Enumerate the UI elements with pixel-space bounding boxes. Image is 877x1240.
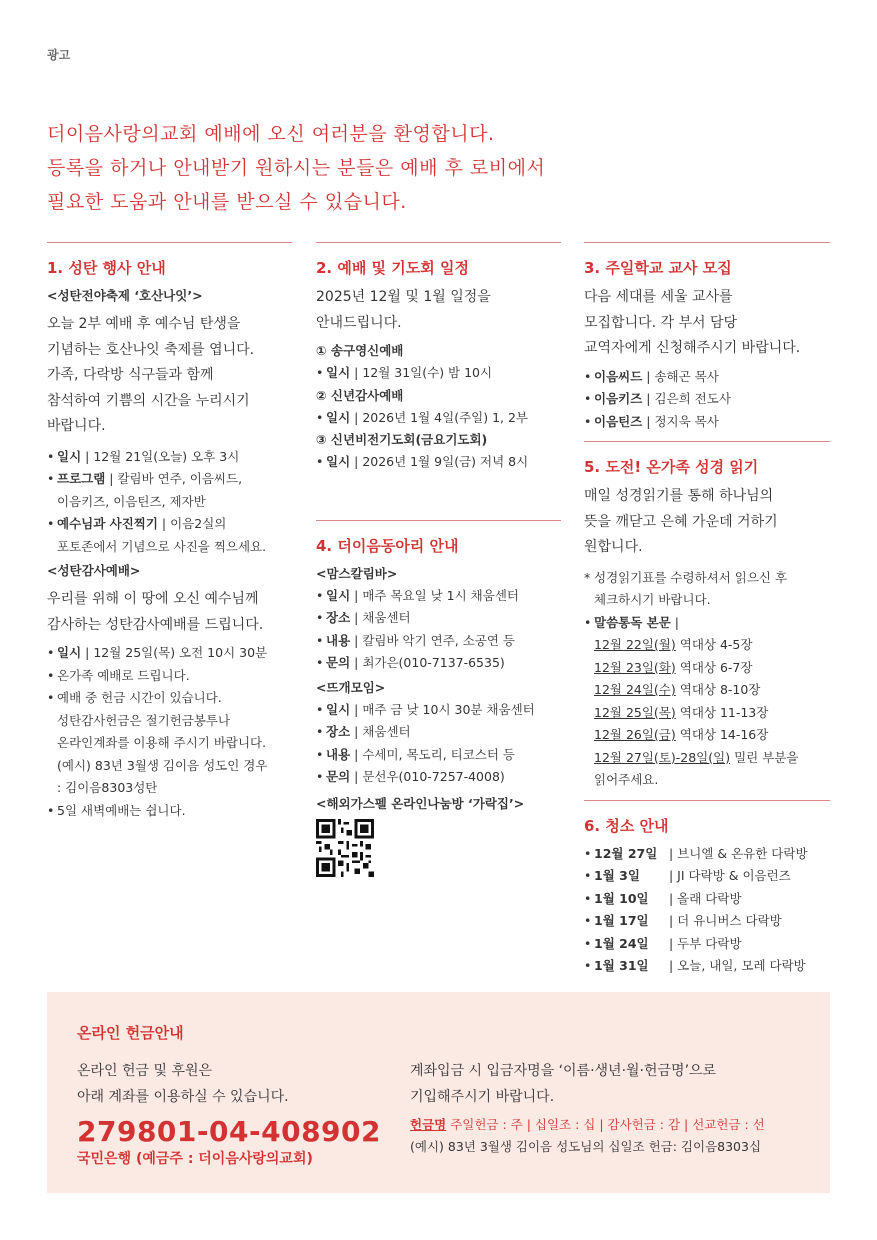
codes-label: 헌금명 — [410, 1117, 447, 1132]
item-text: | 송해곤 목사 — [642, 368, 719, 384]
item-text: | 칼림바 연주, 이음씨드, — [105, 471, 243, 486]
item-text: | 김은희 전도사 — [642, 391, 731, 406]
cleaning-team: | 올래 다락방 — [669, 890, 742, 906]
reading-date: 12월 22일(월) — [594, 637, 676, 652]
note — [584, 567, 830, 612]
cleaning-row — [584, 843, 830, 866]
line: 아래 계좌를 이용하실 수 있습니다. — [77, 1089, 289, 1105]
welcome-line: 더이음사랑의교회 예배에 오신 여러분을 환영합니다. — [47, 123, 495, 145]
item-text: | 정지욱 목사 — [642, 413, 719, 429]
offering-account-info — [77, 1058, 397, 1169]
cleaning-row — [584, 888, 830, 911]
offering-instructions — [410, 1058, 810, 1158]
welcome-line: 필요한 도움과 안내를 받으실 수 있습니다. — [47, 191, 407, 213]
item-label: 이음틴즈 — [594, 413, 643, 429]
list-item — [316, 721, 561, 744]
list-item — [584, 612, 830, 635]
item-label: 장소 — [326, 724, 351, 739]
reading-text: 역대상 4-5장 — [675, 637, 753, 652]
cleaning-date: 1월 17일 — [594, 913, 649, 928]
offering-example: (예시) 83년 3월생 김이음 성도님의 십일조 헌금: 김이음8303십 — [410, 1139, 762, 1154]
line: 모집합니다. 각 부서 담당 — [584, 314, 738, 331]
item-label: 일시 — [326, 587, 351, 603]
cleaning-date: 1월 3일 — [594, 868, 640, 883]
item-text: | 이음2실의 — [157, 516, 227, 531]
cleaning-row — [584, 955, 830, 978]
club-name: <뜨개모임> — [316, 679, 386, 695]
reading-text: 밀린 부분을 — [730, 749, 799, 765]
item-text: | 12월 21일(오늘) 오후 3시 — [81, 448, 240, 464]
list-item: • 5일 새벽예배는 쉽니다. — [47, 800, 292, 823]
line: 가족, 다락방 식구들과 함께 — [47, 367, 214, 383]
line: 매일 성경읽기를 통해 하나님의 — [584, 488, 774, 504]
reading-date: 12월 25일(목) — [594, 704, 676, 720]
item-text: | 매주 금 낮 10시 30분 채움센터 — [350, 701, 535, 717]
list-item — [316, 607, 561, 630]
item-label: 일시 — [326, 454, 351, 469]
line: 온라인 헌금 및 후원은 — [77, 1063, 213, 1079]
item-label: 예수님과 사진찍기 — [57, 516, 158, 531]
cleaning-row — [584, 865, 830, 888]
list-item — [47, 642, 292, 665]
subheading: <성탄감사예배> — [47, 563, 141, 578]
item-text: | 매주 목요일 낮 1시 채움센터 — [350, 587, 519, 603]
list-item: • 온가족 예배로 드립니다. — [47, 665, 292, 688]
list-item — [47, 468, 292, 513]
section-cleaning — [584, 800, 830, 978]
line: 기념하는 호산나잇 축제를 엽니다. — [47, 341, 255, 358]
subheading: <성탄전야축제 ‘호산나잇’> — [47, 288, 203, 303]
reading-row — [584, 702, 830, 725]
column-3 — [584, 242, 830, 978]
cleaning-team: | 오늘, 내일, 모레 다락방 — [669, 958, 806, 973]
reading-row — [584, 679, 830, 702]
item-text: | 수세미, 목도리, 티코스터 등 — [350, 746, 516, 762]
column-2 — [316, 242, 561, 881]
reading-text: 역대상 14-16장 — [675, 727, 769, 742]
item-label: 이음씨드 — [594, 368, 643, 384]
column-1 — [47, 242, 292, 822]
line: 안내드립니다. — [316, 314, 402, 331]
item-label: 일시 — [326, 409, 351, 425]
line: 다음 세대를 세울 교사를 — [584, 289, 733, 305]
item-label: 일시 — [326, 365, 351, 380]
line: 참석하여 기쁨의 시간을 누리시기 — [47, 392, 250, 409]
item-text: | 문선우(010-7257-4008) — [350, 769, 505, 784]
section-clubs — [316, 520, 561, 881]
panel-title: 온라인 헌금안내 — [77, 1024, 184, 1042]
item-text: • 예배 중 헌금 시간이 있습니다. — [57, 690, 222, 705]
paragraph — [584, 484, 830, 561]
item-label: 프로그램 — [57, 471, 106, 486]
reading-date: 12월 23일(화) — [594, 659, 676, 675]
cleaning-date: 12월 27일 — [594, 845, 658, 861]
ad-label: 광고 — [47, 48, 71, 62]
reading-row — [584, 724, 830, 747]
item-text: 온라인계좌를 이용해 주시기 바랍니다. — [57, 735, 267, 750]
item-text: | 칼림바 악기 연주, 소공연 등 — [350, 632, 516, 648]
section-title: 2. 예배 및 기도회 일정 — [316, 259, 469, 277]
reading-date: 12월 27일(토)-28일(일) — [594, 749, 731, 765]
reading-text: 역대상 11-13장 — [675, 704, 769, 720]
service-name: ③ 신년비전기도회(금요기도회) — [316, 432, 488, 447]
item-text: | 채움센터 — [350, 610, 411, 625]
list-item — [47, 513, 292, 558]
cleaning-date: 1월 31일 — [594, 958, 649, 973]
list-item — [316, 699, 561, 722]
cleaning-date: 1월 10일 — [594, 890, 649, 906]
cleaning-team: | 두부 다락방 — [669, 935, 742, 951]
note-text: * 성경읽기표를 수령하셔서 읽으신 후 — [594, 569, 788, 585]
section-title: 5. 도전! 온가족 성경 읽기 — [584, 458, 759, 476]
item-label: 이음키즈 — [594, 391, 643, 406]
list-item — [316, 407, 561, 430]
account-number[interactable]: 279801-04-408902 — [77, 1115, 381, 1148]
cleaning-row — [584, 933, 830, 956]
section-title: 1. 성탄 행사 안내 — [47, 259, 166, 277]
item-text: | 12월 25일(목) 오전 10시 30분 — [81, 645, 268, 660]
list-item — [316, 630, 561, 653]
reading-row: 읽어주세요. — [594, 772, 659, 787]
line: 2025년 12월 및 1월 일정을 — [316, 289, 491, 305]
line: 바랍니다. — [47, 418, 106, 434]
item-label: 문의 — [326, 769, 351, 784]
line: 교역자에게 신청해주시기 바랍니다. — [584, 340, 801, 356]
list-item — [316, 585, 561, 608]
line: 계좌입금 시 입금자명을 ‘이름·생년·월·헌금명’으로 — [410, 1063, 717, 1079]
list-item — [584, 388, 830, 411]
reading-date: 12월 24일(수) — [594, 682, 676, 697]
reading-row — [584, 634, 830, 657]
item-text: 포토존에서 기념으로 사진을 찍으세요. — [57, 538, 267, 554]
list-item — [316, 766, 561, 789]
service-name: ① 송구영신예배 — [316, 343, 404, 358]
item-text: | 12월 31일(수) 밤 10시 — [350, 365, 493, 380]
section-teacher-recruit — [584, 242, 830, 433]
line: 감사하는 성탄감사예배를 드립니다. — [47, 616, 264, 633]
item-text: : 김이음8303성탄 — [57, 780, 158, 795]
bank-name: 국민은행 (예금주 : 더이음사랑의교회) — [77, 1151, 313, 1167]
list-item — [584, 366, 830, 389]
section-christmas-events — [47, 242, 292, 822]
cleaning-team: | JI 다락방 & 이음런즈 — [669, 868, 791, 883]
service-name: ② 신년감사예배 — [316, 387, 404, 403]
item-label: 문의 — [326, 655, 351, 670]
item-text: 이음키즈, 이음틴즈, 제자반 — [57, 493, 206, 509]
list-item — [47, 687, 292, 800]
item-label: 말씀통독 본문 — [594, 614, 671, 630]
list-item — [584, 411, 830, 434]
list-item — [47, 446, 292, 469]
list-item — [316, 362, 561, 385]
item-text: | 2026년 1월 4일(주일) 1, 2부 — [350, 409, 529, 425]
club-name: <해외가스펠 온라인나눔방 ‘가락집’> — [316, 795, 525, 811]
reading-row — [584, 657, 830, 680]
codes-text: 주일헌금 : 주 | 십일조 : 십 | 감사헌금 : 감 | 선교헌금 : 선 — [446, 1117, 765, 1132]
item-text: (예시) 83년 3월생 김이음 성도인 경우 — [57, 757, 268, 773]
club-name: <맘스칼림바> — [316, 565, 398, 581]
item-text: | 채움센터 — [350, 724, 411, 739]
section-worship-schedule — [316, 242, 561, 474]
cleaning-team: | 브니엘 & 온유한 다락방 — [669, 845, 808, 861]
item-text: 성탄감사헌금은 절기헌금봉투나 — [57, 712, 231, 728]
list-item — [316, 744, 561, 767]
list-item — [316, 652, 561, 675]
paragraph — [316, 285, 561, 336]
line: 오늘 2부 예배 후 예수님 탄생을 — [47, 316, 241, 332]
reading-text: 역대상 6-7장 — [675, 659, 753, 675]
qr-code-icon[interactable] — [316, 819, 374, 877]
item-text: | 2026년 1월 9일(금) 저녁 8시 — [350, 454, 529, 469]
item-label: 장소 — [326, 610, 351, 625]
paragraph — [47, 312, 292, 440]
item-label: 내용 — [326, 746, 351, 762]
line: 기입해주시기 바랍니다. — [410, 1089, 555, 1105]
section-title: 3. 주일학교 교사 모집 — [584, 259, 732, 277]
item-text: | — [670, 614, 679, 630]
section-bible-reading — [584, 441, 830, 792]
paragraph — [47, 587, 292, 638]
item-label: 일시 — [57, 645, 82, 660]
online-offering-panel — [47, 992, 830, 1193]
paragraph — [584, 285, 830, 362]
section-title: 6. 청소 안내 — [584, 816, 669, 835]
offering-codes — [410, 1114, 810, 1136]
item-label: 일시 — [326, 701, 351, 717]
line: 뜻을 깨닫고 은혜 가운데 거하기 — [584, 513, 778, 530]
reading-date: 12월 26일(금) — [594, 727, 676, 742]
item-text: | 최가은(010-7137-6535) — [350, 655, 505, 670]
section-title: 4. 더이음동아리 안내 — [316, 536, 459, 555]
reading-row — [584, 747, 830, 770]
cleaning-row — [584, 910, 830, 933]
reading-text: 역대상 8-10장 — [675, 682, 761, 697]
item-label: 일시 — [57, 448, 82, 464]
welcome-line: 등록을 하거나 안내받기 원하시는 분들은 예배 후 로비에서 — [47, 157, 546, 179]
item-label: 내용 — [326, 632, 351, 648]
welcome-message — [47, 117, 827, 219]
cleaning-date: 1월 24일 — [594, 935, 649, 951]
list-item — [316, 451, 561, 474]
note-text: 체크하시기 바랍니다. — [594, 592, 711, 607]
line: 원합니다. — [584, 539, 643, 555]
cleaning-team: | 더 유니버스 다락방 — [669, 913, 782, 928]
line: 우리를 위해 이 땅에 오신 예수님께 — [47, 591, 259, 607]
